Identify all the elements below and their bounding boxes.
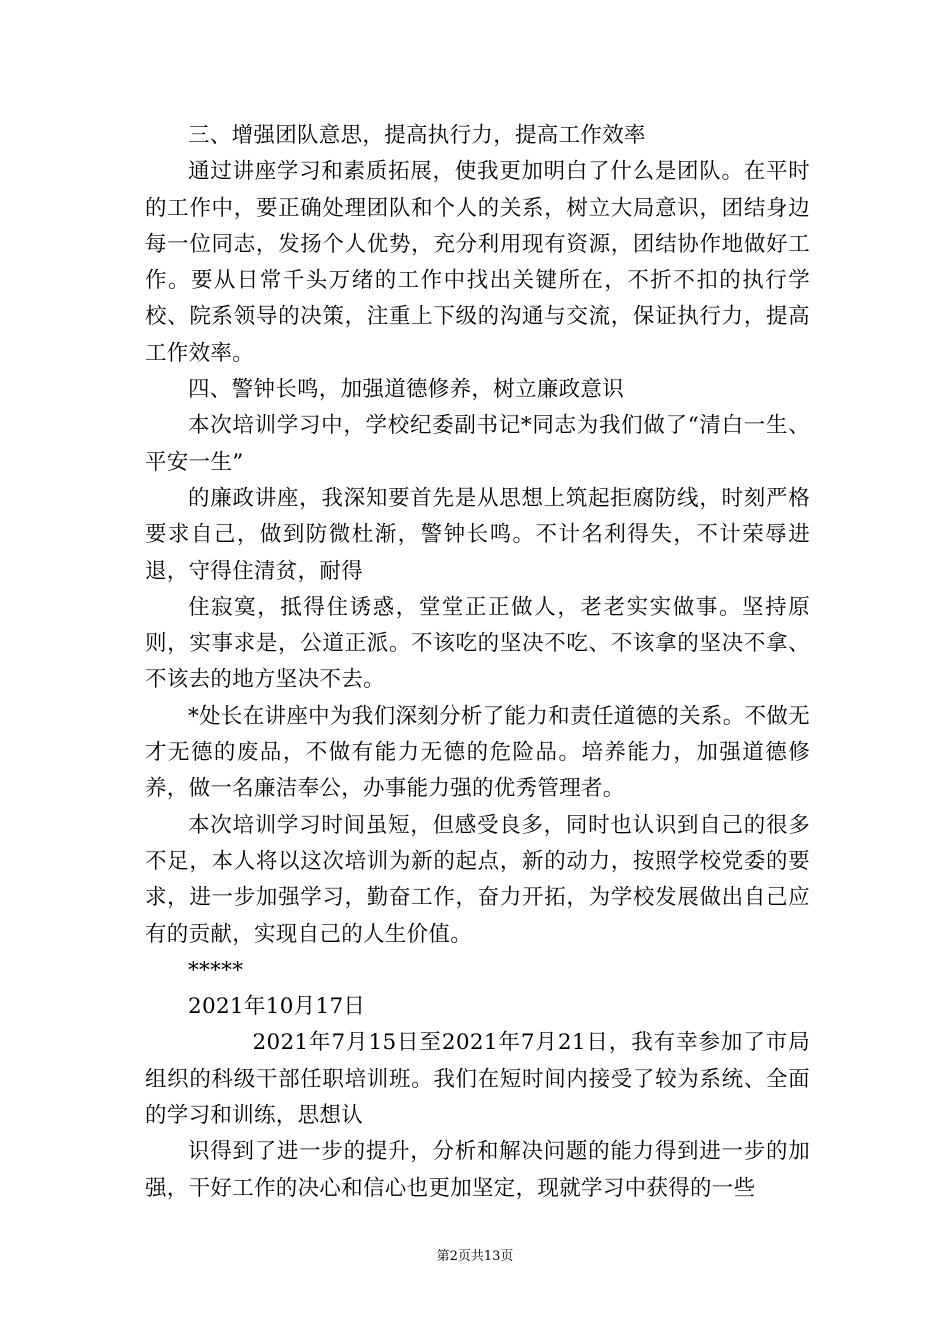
page-number-footer: 第2页共13页 — [436, 1249, 514, 1264]
paragraph-defense: 的廉政讲座，我深知要首先是从思想上筑起拒腐防线，时刻严格要求自己，做到防微杜渐，警钟长鸣。不计名利得失，不计荣辱进退，守得住清贫，耐得 — [145, 485, 810, 584]
document-body — [145, 118, 810, 1207]
paragraph-lecture: 本次培训学习中，学校纪委副书记*同志为我们做了“清白一生、平安一生” — [145, 413, 810, 475]
paragraph-second-continued: 识得到了进一步的提升，分析和解决问题的能力得到进一步的加强，干好工作的决心和信心也更加坚定，现就学习中获得的一些 — [145, 1139, 810, 1201]
paragraph-ethics: *处长在讲座中为我们深刻分析了能力和责任道德的关系。不做无才无德的废品，不做有能力无德的危险品。培养能力，加强道德修养，做一名廉洁奉公，办事能力强的优秀管理者。 — [145, 703, 810, 802]
signature: ***** — [188, 957, 244, 983]
paragraph-team: 通过讲座学习和素质拓展，使我更加明白了什么是团队。在平时的工作中，要正确处理团队和个人的关系，树立大局意识，团结身边每一位同志，发扬个人优势，充分利用现有资源，团结协作地做好工作。要从日常千头万绪的工作中找出关键所在，不折不扣的执行学校、院系领导的决策，注重上下级的沟通与交流，保证执行力，提高工作效率。 — [145, 159, 810, 366]
paragraph-second-intro: 2021年7月15日至2021年7月21日，我有幸参加了市局组织的科级干部任职培训班。我们在短时间内接受了较为系统、全面的学习和训练，思想认 — [145, 1030, 810, 1129]
paragraph-summary: 本次培训学习时间虽短，但感受良多，同时也认识到自己的很多不足，本人将以这次培训为新的起点，新的动力，按照学校党委的要求，进一步加强学习，勤奋工作，奋力开拓，为学校发展做出自己应有的贡献，实现自己的人生价值。 — [145, 812, 810, 947]
paragraph-lonely: 住寂寞，抵得住诱惑，堂堂正正做人，老老实实做事。坚持原则，实事求是，公道正派。不该吃的坚决不吃、不该拿的坚决不拿、不该去的地方坚决不去。 — [145, 594, 810, 693]
date-line: 2021年10月17日 — [188, 994, 366, 1020]
section-heading-team: 三、增强团队意思，提高执行力，提高工作效率 — [188, 123, 646, 148]
section-heading-ethics: 四、警钟长鸣，加强道德修养，树立廉政意识 — [188, 377, 625, 403]
